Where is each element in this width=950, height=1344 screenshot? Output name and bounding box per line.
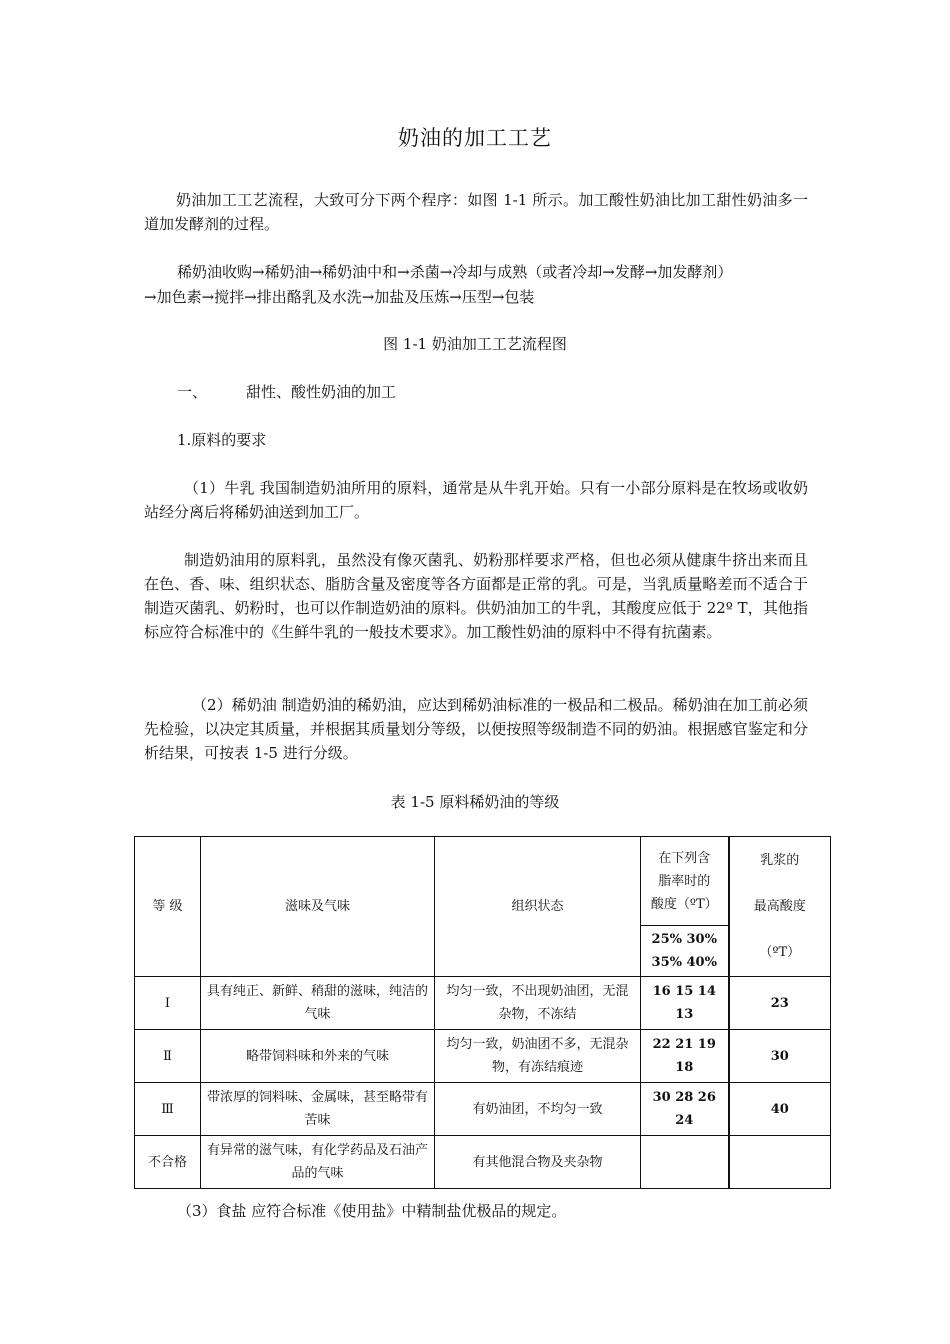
cell-acidity: [641, 1136, 729, 1189]
cell-grade: Ⅲ: [135, 1083, 201, 1136]
cell-texture: 均匀一致，奶油团不多，无混杂物，有冻结痕迹: [435, 1030, 641, 1083]
table-row: [135, 1136, 831, 1189]
table-header-row: [135, 837, 831, 926]
header-acidity-line1: 在下列含: [658, 850, 711, 866]
cell-taste: 略带饲料味和外来的气味: [201, 1030, 435, 1083]
cell-taste: 具有纯正、新鲜、稍甜的滋味，纯洁的气味: [201, 977, 435, 1030]
flow-line-1: 稀奶油收购→稀奶油→稀奶油中和→杀菌→冷却与成熟（或者冷却→发酵→加发酵剂）: [177, 263, 733, 281]
header-max-line3: （ºT）: [759, 945, 801, 960]
cell-texture: 有奶油团，不均匀一致: [435, 1083, 641, 1136]
cell-max-acidity: 30: [729, 1030, 831, 1083]
cream-paragraph: （2）稀奶油 制造奶油的稀奶油，应达到稀奶油标准的一极品和二极品。稀奶油在加工前必须先检验，以决定其质量，并根据其质量划分等级，以便按照等级制造不同的奶油。根据感官鉴定和分析结果，可按表 1-5 进行分级。: [144, 696, 808, 762]
header-grade: 等 级: [135, 837, 201, 977]
fat-pct-line1: 25% 30%: [651, 932, 717, 947]
cell-max-acidity: 40: [729, 1083, 831, 1136]
fat-pct-line2: 35% 40%: [651, 955, 717, 970]
cell-acidity: 16 15 14 13: [641, 977, 729, 1030]
header-max-line1: 乳浆的: [760, 853, 800, 868]
table-caption: 表 1-5 原料稀奶油的等级: [390, 793, 560, 811]
section-number: 一、: [177, 383, 208, 401]
cell-acidity: 22 21 19 18: [641, 1030, 729, 1083]
cell-taste: 有异常的滋气味，有化学药品及石油产品的气味: [201, 1136, 435, 1189]
page-title: 奶油的加工工艺: [398, 126, 552, 150]
header-max-acidity: [729, 837, 831, 977]
table-row: [135, 1030, 831, 1083]
salt-paragraph: （3）食盐 应符合标准《使用盐》中精制盐优极品的规定。: [177, 1202, 567, 1220]
cell-taste: 带浓厚的饲料味、金属味，甚至略带有苦味: [201, 1083, 435, 1136]
cell-acidity: 30 28 26 24: [641, 1083, 729, 1136]
figure-caption: 图 1-1 奶油加工工艺流程图: [383, 335, 567, 353]
cell-grade: Ⅰ: [135, 977, 201, 1030]
header-acidity-line2: 脂率时的: [658, 873, 711, 889]
header-fat-percentages: [641, 926, 729, 977]
raw-milk-paragraph: 制造奶油用的原料乳，虽然没有像灭菌乳、奶粉那样要求严格，但也必须从健康牛挤出来而且在色、香、味、组织状态、脂肪含量及密度等各方面都是正常的乳。可是，当乳质量略差而不适合于制造灭菌乳、奶粉时，也可以作制造奶油的原料。供奶油加工的牛乳，其酸度应低于 22º T，其他指标应符合标准中的《生鲜牛乳的一般技术要求》。加工酸性奶油的原料中不得有抗菌素。: [144, 551, 808, 641]
flow-line-2: →加色素→搅拌→排出酪乳及水洗→加盐及压炼→压型→包装: [144, 288, 535, 306]
header-acidity: [641, 837, 729, 926]
milk-paragraph: （1）牛乳 我国制造奶油所用的原料，通常是从牛乳开始。只有一小部分原料是在牧场或收奶站经分离后将稀奶油送到加工厂。: [144, 479, 808, 521]
intro-paragraph: 奶油加工工艺流程，大致可分下两个程序：如图 1-1 所示。加工酸性奶油比加工甜性奶油多一道加发酵剂的过程。: [144, 191, 808, 233]
section-title: 甜性、酸性奶油的加工: [246, 383, 397, 401]
cell-max-acidity: 23: [729, 977, 831, 1030]
header-max-line2: 最高酸度: [753, 899, 806, 914]
header-acidity-line3: 酸度（ºT）: [650, 896, 718, 912]
table-row: [135, 1083, 831, 1136]
cream-grade-table: [134, 836, 831, 1189]
cell-texture: 有其他混合物及夹杂物: [435, 1136, 641, 1189]
header-taste: 滋味及气味: [201, 837, 435, 977]
subsection-heading: 1.原料的要求: [177, 431, 267, 449]
table-row: [135, 977, 831, 1030]
cell-max-acidity: [729, 1136, 831, 1189]
header-texture: 组织状态: [435, 837, 641, 977]
cell-texture: 均匀一致，不出现奶油团，无混杂物，不冻结: [435, 977, 641, 1030]
cell-grade: Ⅱ: [135, 1030, 201, 1083]
cell-grade: 不合格: [135, 1136, 201, 1189]
